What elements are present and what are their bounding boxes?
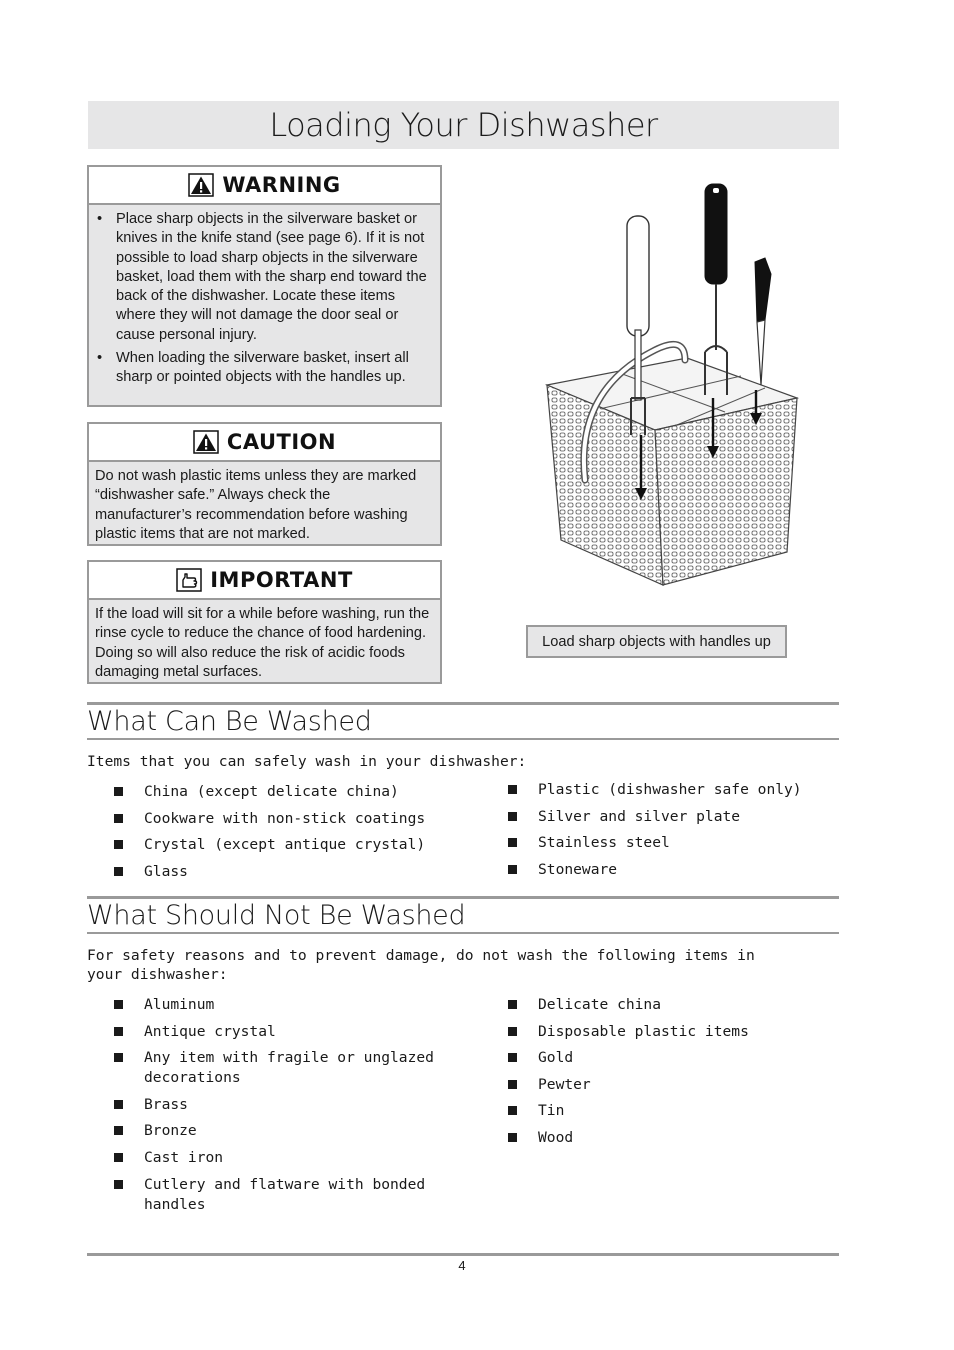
list-item: Cutlery and flatware with bonded handles [87,1175,447,1215]
list-item: Wood [481,1128,821,1148]
list-item: Pewter [481,1075,821,1095]
not-wash-list-right [481,995,821,1155]
caution-box [87,422,442,546]
list-item: Bronze [87,1121,447,1141]
list-item: Disposable plastic items [481,1022,821,1042]
caution-header [89,424,440,462]
footer-rule [87,1253,839,1256]
can-wash-list-right [481,780,821,886]
important-label: IMPORTANT [210,568,353,592]
warning-list [95,210,430,388]
important-box [87,560,442,684]
list-item: Cookware with non-stick coatings [87,809,487,829]
list-item: China (except delicate china) [87,782,487,802]
warning-box [87,165,442,407]
page-title: Loading Your Dishwasher [269,106,658,144]
list-item: Crystal (except antique crystal) [87,835,487,855]
caution-triangle-icon [193,430,219,454]
warning-label: WARNING [222,173,341,197]
not-wash-list-left [87,995,447,1221]
list-item: Gold [481,1048,821,1068]
silverware-basket-illustration [535,180,805,600]
can-wash-intro: Items that you can safely wash in your dishwasher: [87,753,527,770]
can-wash-list-left [87,782,487,888]
list-item: Antique crystal [87,1022,447,1042]
list-item: Aluminum [87,995,447,1015]
section-can-wash-title: What Can Be Washed [87,706,372,737]
section-can-wash-header [87,702,839,740]
list-item: Cast iron [87,1148,447,1168]
list-item: Glass [87,862,487,882]
hand-note-icon [176,568,202,592]
not-wash-intro: For safety reasons and to prevent damage, do not wash the following items in your dishwasher: [87,947,755,983]
figure-caption: Load sharp objects with handles up [526,625,787,658]
list-item: Brass [87,1095,447,1115]
important-text: If the load will sit for a while before washing, run the rinse cycle to reduce the chance of food hardening. Doing so will also reduce the risk of acidic foods damaging metal surfaces. [95,606,430,680]
list-item: Stoneware [481,860,821,880]
warning-item: • When loading the silverware basket, insert all sharp or pointed objects with the handles up. [95,349,430,388]
caution-text: Do not wash plastic items unless they are marked “dishwasher safe.” Always check the manufacturer’s recommendation before washing plastic items that are not marked. [95,468,417,542]
list-item: Delicate china [481,995,821,1015]
warning-triangle-icon [188,173,214,197]
section-not-wash-header [87,896,839,934]
page-title-bar [88,101,839,149]
warning-header [89,167,440,205]
page-number: 4 [458,1258,466,1273]
list-item: Silver and silver plate [481,807,821,827]
section-not-wash-title: What Should Not Be Washed [87,900,466,931]
list-item: Plastic (dishwasher safe only) [481,780,821,800]
warning-item: • Place sharp objects in the silverware basket or knives in the knife stand (see page 6). If it is not possible to load sharp objects in the silverware basket, load them with the sharp end toward the back of the dishwasher. Locate these items where they will not damage the door seal or cause personal injury. [95,210,430,345]
list-item: Stainless steel [481,833,821,853]
list-item: Tin [481,1101,821,1121]
caution-label: CAUTION [226,430,337,454]
list-item: Any item with fragile or unglazed decorations [87,1048,447,1088]
important-header [89,562,440,600]
